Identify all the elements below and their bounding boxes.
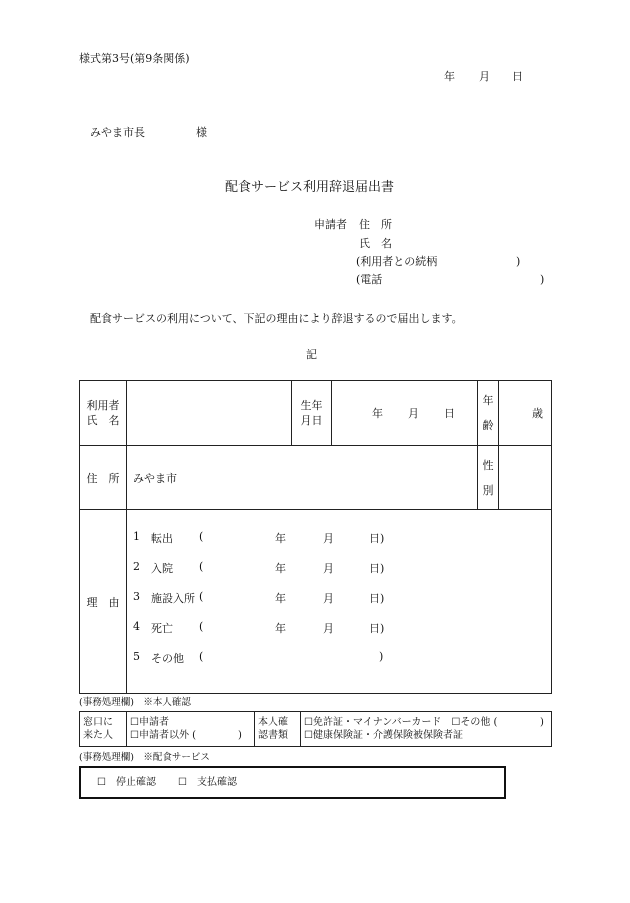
age-unit: 歳 (532, 407, 543, 420)
birth-month-label: 月 (408, 407, 419, 420)
reason-name: 施設入所 (151, 592, 195, 605)
address-label-cell (80, 446, 127, 510)
reason-paren-close: ) (379, 650, 384, 663)
user-name-label-cell (80, 381, 127, 446)
doc-label-2: 認書類 (258, 730, 288, 741)
visitor-options (127, 712, 255, 747)
birth-date-field[interactable] (332, 381, 478, 446)
reason-year: 年 (275, 622, 286, 635)
reason-name: その他 (151, 652, 184, 665)
doc-opt-insurance[interactable]: ☐健康保険証・介護保険被保険者証 (304, 730, 463, 741)
reason-month: 月 (323, 622, 334, 635)
address-row (80, 446, 552, 510)
reason-paren-open: ( (199, 620, 204, 633)
reason-label: 理 由 (86, 595, 120, 609)
withdrawal-table (79, 380, 552, 694)
reason-options (127, 510, 552, 694)
birth-label-2: 月日 (300, 414, 323, 427)
visitor-opt-other[interactable] (130, 729, 251, 743)
birth-day-label: 日 (444, 407, 455, 420)
visitor-opt-other-label: ☐申請者以外 ( (130, 730, 197, 741)
meal-service-check-box (79, 766, 506, 799)
date-month-label: 月 (479, 70, 490, 83)
birth-label-1: 生年 (300, 398, 323, 412)
reason-month: 月 (323, 562, 334, 575)
stop-confirm-checkbox[interactable]: ☐ 停止確認 (97, 777, 156, 788)
reason-paren-open: ( (199, 530, 204, 543)
doc-opt-other-close: ) (540, 716, 544, 728)
reason-paren-open: ( (199, 590, 204, 603)
document-title: 配食サービス利用辞退届出書 (225, 180, 395, 195)
addressee-honorific: 様 (196, 126, 207, 139)
reason-num: 5 (133, 650, 140, 663)
doc-label-1: 本人確 (258, 716, 288, 728)
sex-label-cell (478, 446, 499, 510)
visitor-label-1: 窓口に (83, 716, 113, 728)
visitor-opt-other-close: ) (238, 730, 242, 741)
address-value: みやま市 (133, 471, 177, 485)
reason-year: 年 (275, 592, 286, 605)
birth-label-cell (292, 381, 332, 446)
address-label: 住 所 (86, 471, 120, 485)
reason-day: 日) (369, 532, 385, 545)
form-number: 様式第3号(第9条関係) (79, 52, 190, 65)
user-name-label-2: 氏 名 (86, 414, 120, 427)
age-label-1: 年 (482, 394, 494, 407)
reason-num: 4 (133, 620, 140, 633)
reason-num: 2 (133, 560, 140, 573)
address-field[interactable] (127, 446, 478, 510)
reason-paren-open: ( (199, 650, 204, 663)
office-heading-meal: (事務処理欄) ※配食サービス (79, 752, 210, 763)
doc-label-cell (255, 712, 301, 747)
reason-day: 日) (369, 562, 385, 575)
user-name-label-1: 利用者 (86, 398, 120, 412)
reason-day: 日) (369, 622, 385, 635)
reason-name: 転出 (151, 532, 173, 545)
birth-year-label: 年 (372, 407, 383, 420)
applicant-label: 申請者 (314, 218, 347, 231)
office-heading-identity: (事務処理欄) ※本人確認 (79, 697, 191, 708)
reason-day: 日) (369, 592, 385, 605)
payment-confirm-checkbox[interactable]: ☐ 支払確認 (178, 777, 237, 788)
statement: 配食サービスの利用について、下記の理由により辞退するので届出します。 (90, 312, 463, 325)
visitor-opt-applicant[interactable]: ☐申請者 (130, 716, 169, 728)
sex-label-2: 別 (482, 483, 494, 497)
reason-month: 月 (323, 532, 334, 545)
applicant-relation-close: ) (516, 255, 521, 268)
reason-label-cell (80, 510, 127, 694)
reason-num: 1 (133, 530, 140, 543)
ki-label: 記 (306, 348, 317, 361)
visitor-label-cell (80, 712, 127, 747)
applicant-phone-label: (電話 (356, 273, 383, 286)
applicant-phone-close: ) (540, 273, 545, 286)
reason-year: 年 (275, 532, 286, 545)
age-label-cell (478, 381, 499, 446)
identity-check-table (79, 711, 552, 747)
visitor-label-2: 来た人 (83, 730, 113, 741)
doc-opt-license-label: ☐免許証・マイナンバーカード ☐その他 ( (304, 716, 498, 728)
reason-num: 3 (133, 590, 140, 603)
user-row (80, 381, 552, 446)
applicant-relation-label: (利用者との続柄 (356, 255, 438, 268)
doc-opt-license-other[interactable] (304, 716, 548, 730)
date-year-label: 年 (444, 70, 455, 83)
reason-month: 月 (323, 592, 334, 605)
applicant-name-label: 氏 名 (359, 237, 392, 250)
reason-name: 死亡 (151, 622, 173, 635)
reason-year: 年 (275, 562, 286, 575)
sex-label-1: 性 (482, 458, 494, 472)
reason-paren-open: ( (199, 560, 204, 573)
age-label-2: 齢 (482, 419, 494, 432)
age-field[interactable] (499, 381, 552, 446)
user-name-field[interactable] (127, 381, 292, 446)
date-day-label: 日 (512, 70, 523, 83)
reason-name: 入院 (151, 562, 173, 575)
applicant-address-label: 住 所 (359, 218, 392, 231)
doc-options (301, 712, 552, 747)
reason-row (80, 510, 552, 694)
sex-field[interactable] (499, 446, 552, 510)
addressee-name: みやま市長 (90, 126, 145, 139)
